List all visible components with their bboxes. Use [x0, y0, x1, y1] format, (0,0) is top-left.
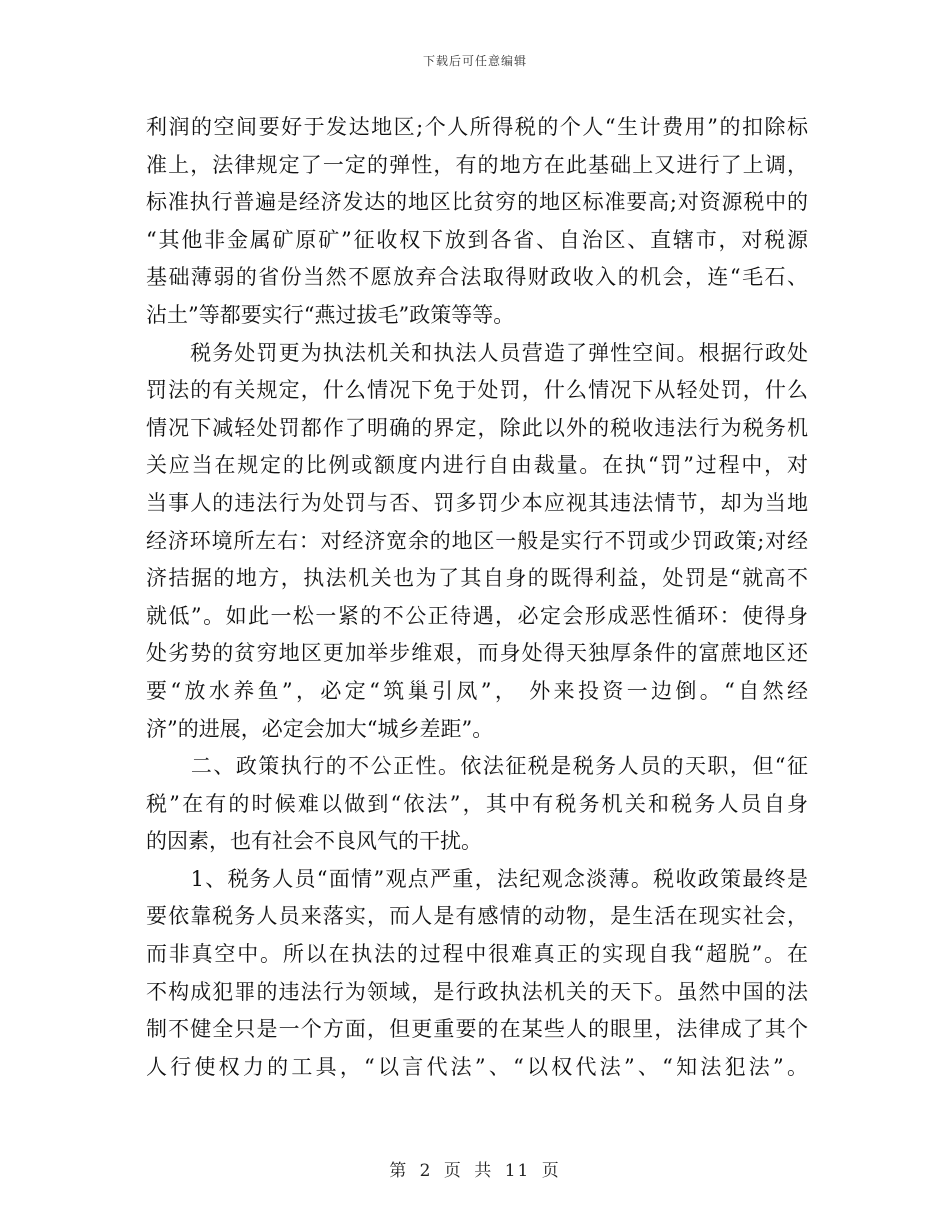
text-line: 处劣势的贫穷地区更加举步维艰，而身处得天独厚条件的富蔗地区还: [146, 641, 808, 666]
text-line: 而非真空中。所以在执法的过程中很难真正的实现自我“超脱”。在: [146, 942, 808, 967]
text-line: 情况下减轻处罚都作了明确的界定，除此以外的税收违法行为税务机: [146, 415, 808, 440]
page-header: 下载后可任意编辑: [422, 54, 527, 68]
text-line: 人行使权力的工具，“以言代法”、“以权代法”、“知法犯法”。: [146, 1054, 808, 1079]
text-line: 二、政策执行的不公正性。依法征税是税务人员的天职，但“征: [146, 754, 808, 779]
text-line: 济”的进展，必定会加大“城乡差距”。: [146, 716, 494, 741]
body-text: [146, 109, 808, 1086]
text-line: 当事人的违法行为处罚与否、罚多罚少本应视其违法情节，却为当地: [146, 490, 808, 515]
text-line: 税务处罚更为执法机关和执法人员营造了弹性空间。根据行政处: [146, 340, 808, 365]
text-line: 的因素，也有社会不良风气的干扰。: [146, 829, 482, 854]
text-line: 要“放水养鱼”，必定“筑巢引凤”， 外来投资一边倒。“自然经: [146, 678, 808, 703]
text-line: 标准执行普遍是经济发达的地区比贫穷的地区标准要高;对资源税中的: [146, 190, 808, 215]
page-footer: 第 2 页 共 11 页: [389, 1161, 561, 1181]
text-line: 不构成犯罪的违法行为领域，是行政执法机关的天下。虽然中国的法: [146, 979, 808, 1004]
text-line: 罚法的有关规定，什么情况下免于处罚，什么情况下从轻处罚，什么: [146, 378, 808, 403]
text-line: 利润的空间要好于发达地区;个人所得税的个人“生计费用”的扣除标: [146, 115, 808, 139]
text-line: 济拮据的地方，执法机关也为了其自身的既得利益，处罚是“就高不: [146, 566, 808, 591]
text-line: 税”在有的时候难以做到“依法”，其中有税务机关和税务人员自身: [146, 791, 808, 816]
text-line: 1、税务人员“面情”观点严重，法纪观念淡薄。税收政策最终是: [146, 866, 808, 891]
text-line: “其他非金属矿原矿”征收权下放到各省、自治区、直辖市，对税源: [146, 227, 808, 252]
text-line: 关应当在规定的比例或额度内进行自由裁量。在执“罚”过程中，对: [146, 453, 808, 478]
text-line: 要依靠税务人员来落实，而人是有感情的动物，是生活在现实社会，: [146, 904, 808, 929]
text-line: 制不健全只是一个方面，但更重要的在某些人的眼里，法律成了其个: [146, 1017, 808, 1042]
text-line: 基础薄弱的省份当然不愿放弃合法取得财政收入的机会，连“毛石、: [146, 265, 808, 290]
text-line: 沾土”等都要实行“燕过拔毛”政策等等。: [146, 302, 515, 327]
text-line: 准上，法律规定了一定的弹性，有的地方在此基础上又进行了上调，: [146, 152, 808, 177]
text-line: 经济环境所左右：对经济宽余的地区一般是实行不罚或少罚政策;对经: [146, 528, 808, 553]
text-line: 就低”。如此一松一紧的不公正待遇，必定会形成恶性循环：使得身: [146, 603, 808, 628]
